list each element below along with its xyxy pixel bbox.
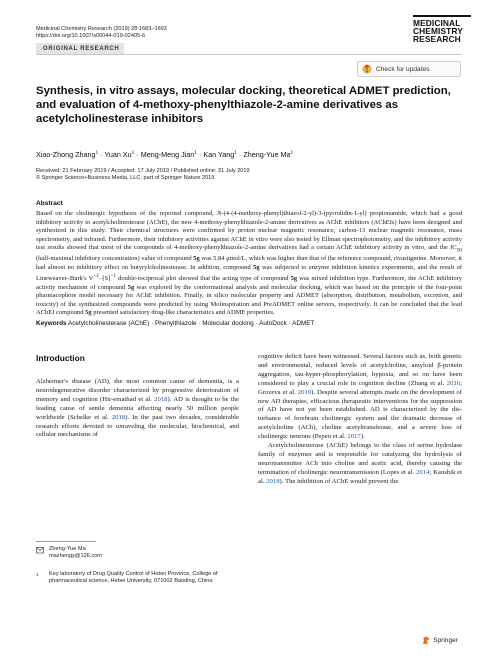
journal-logo <box>413 15 473 44</box>
author-separator: · <box>196 150 204 159</box>
publisher-mark <box>422 636 458 645</box>
body-text: ; Kaushik et al. <box>258 468 462 485</box>
copyright-line: © Springer Science+Business Media, LLC, part of Springer Nature 2019 <box>36 175 215 182</box>
affiliation-note <box>36 571 236 586</box>
intro-paragraph <box>258 353 462 442</box>
body-text: ; Grozeva et al. <box>258 379 462 396</box>
citation-link[interactable]: 2016 <box>446 379 461 387</box>
logo-rule-top <box>413 15 471 17</box>
abstract-superscript: −1 <box>110 273 117 280</box>
journal-header <box>36 26 167 41</box>
compound-label: 5g <box>127 283 135 291</box>
abstract-subscript: 50 <box>456 247 462 254</box>
check-for-updates-button[interactable] <box>357 61 461 77</box>
abstract-heading: Abstract <box>36 200 63 207</box>
springer-horse-icon <box>422 636 430 645</box>
abstract-text: -(4-(4-methoxy-phenyl)thiazol-2-yl)-3-(pyrrolidin-1-yl) propionamide, which had a good inhibitory activity to acetylcholinesterase (AChE), the new 4-methoxy-phenylthiazole-2-amine derivatives as AChE inhibitors (AChEIs) have been designed and synthesized in this study. Their chemical structures were confirmed by proton nuclear magnetic resonance, carbon-13 nuclear magnetic resonance, mass spectrometry, and infrared. Furthermore, their inhibitory activities against AChE in vitro were also tested by Ellman spectrophotometry, and the inhibitory activity test results showed that most of the compounds of 4-methoxy-phenylthiazole-2-amine derivatives had a certain AChE inhibitory activity in vitro, and the IC <box>36 210 463 252</box>
abstract-text: Based on the cholinergic hypothesis of the reported compound, <box>36 210 218 217</box>
citation-link[interactable]: 2018 <box>111 413 126 421</box>
section-tag-bar <box>36 43 462 55</box>
author-name[interactable]: Yuan Xu <box>104 150 132 159</box>
logo-word-3: RESEARCH <box>413 34 461 45</box>
body-text: ). In the past two decades, considerable research efforts devoted to unraveling the molecular, biochemical, and cellular mechanisms of <box>36 413 239 439</box>
compound-label: 5g <box>253 263 260 271</box>
body-text: ). The inhibition of AChE would prevent the <box>279 477 399 485</box>
author-affiliation-mark: 1 <box>194 150 197 156</box>
author-name[interactable]: Kan Yang <box>203 150 235 159</box>
corresponding-name: Zheng-Yue Ma <box>49 546 86 552</box>
abstract-text: double-reciprocal plot showed that the acting type of compound <box>116 275 291 283</box>
article-title: Synthesis, in vitro assays, molecular docking, theoretical ADMET prediction, and evaluation of 4-methoxy-phenylthiazole-2-amine derivatives as acetylcholinesterase inhibitors <box>36 85 451 125</box>
footnote-rule <box>36 541 96 542</box>
journal-doi[interactable]: https://doi.org/10.1007/s00044-019-02405-6 <box>36 33 146 40</box>
affiliation-number: 1 <box>36 572 39 577</box>
citation-link[interactable]: 2017 <box>347 433 361 441</box>
check-updates-label: Check for updates <box>376 65 430 73</box>
logo-word-1: MEDICINAL <box>413 18 461 28</box>
author-affiliation-mark: 1 <box>290 150 294 156</box>
author-affiliation-mark: 1 <box>131 150 135 156</box>
author-name[interactable]: Xiao-Zhong Zhang <box>36 150 96 159</box>
logo-word-2: CHEMISTRY <box>413 26 463 37</box>
abstract-text: (half-maximal inhibitory concentration) value of compound <box>36 255 194 263</box>
author-name[interactable]: Meng-Meng Jian <box>140 150 195 159</box>
intro-paragraph <box>258 442 462 487</box>
abstract-superscript: −1 <box>93 273 100 280</box>
publisher-name: Springer <box>433 637 458 644</box>
abstract-text: was subjected to enzyme inhibition kinetics experiments, and the result of Lineweaver–Burk's V <box>36 263 462 283</box>
abstract-text: was mixed inhibition type. Furthermore, the AChE inhibitory activity mechanism of compound <box>36 275 462 291</box>
abstract-text: was 5.84 μmol/L, which was higher than that of the reference compound, rivastigmine. Moreover, it had almost no inhibitory effect on butyrylcholinesterase. In addition, compound <box>36 255 462 271</box>
citation-link[interactable]: 2019 <box>297 388 312 396</box>
abstract-text: presented satisfactory drug-like characteristics and ADME properties. <box>91 309 275 317</box>
compound-label: 5g <box>290 275 298 283</box>
date-line: Received: 21 February 2019 / Accepted: 17 July 2019 / Published online: 31 July 2019 <box>36 168 250 174</box>
abstract-body <box>36 210 462 318</box>
author-separator: · <box>134 150 141 159</box>
abstract-text-italic: N <box>217 210 222 217</box>
body-text: ). Despite several attempts made on the development of new AD therapies, efficacious therapeutic interventions for the suppression of AD have not yet been established. AD is characterized by the dis-turbance of forebrain cholinergic system and the dramatic decrease of acetylcholine (ACh), choline acetyltransferase, and a severe loss of cholinergic neurons (Pepeu et al. <box>258 388 462 441</box>
citation-link[interactable]: 2018 <box>154 395 168 403</box>
author-affiliation-mark: 1 <box>234 150 237 156</box>
envelope-icon <box>36 547 44 554</box>
author-separator: · <box>236 150 244 159</box>
corresponding-email[interactable]: mazhengy@126.com <box>49 553 102 560</box>
body-text: Alzheimer's disease (AD), the most common cause of dementia, is a neurodegenerative disorder characterized by progressive deterioration of memory and cognition (Hir-emathad et al. <box>36 378 239 403</box>
intro-left-column <box>36 378 239 440</box>
intro-right-column <box>258 353 462 487</box>
affiliation-text: Key laboratory of Drug Quality Control of Hebei Province, College of pharmaceutical science, Hebei University, 071002 Baoding, China <box>49 571 218 585</box>
author-separator: · <box>98 150 105 159</box>
citation-link[interactable]: 2014 <box>416 468 430 476</box>
body-text: cognitive deficit have been witnessed. Several factors such as, both genetic and environmental, reduced levels of acetylcholine, amyloid β-protein aggregation, tau-hyper-phosphorylation, hypoxia, and so on have been considered to play a crucial role in cognition decline (Zhang et al. <box>258 353 462 387</box>
author-name[interactable]: Zheng-Yue Ma <box>243 150 291 159</box>
check-updates-icon <box>362 64 372 74</box>
abstract-text: was explored by the conformational analysis and molecular docking, which was based on the principle of the four-point pharmacophore model necessary for AChE inhibition. Finally, in silico molecular property and ADMET (absorption, distribution, metabolism, excretion, and toxicity) of the synthesized compounds were predicted by using Molinspiration and PreADMET online servers, respectively. It can be concluded that the lead AChEI compound <box>36 283 463 317</box>
body-text: ). AD is thought to be the leading cause of senile dementia affecting nearly 50 million people worldwide (Schelke et al. <box>36 395 239 421</box>
body-text: Acetylcholinesterase (AChE) belongs to the class of serine hydrolase family of enzymes and is responsible for catalyzing the hydrolysis of neurotransmitter ACh into choline and acetic acid, thereby causing the termination of cholinergic neurotransmission (Lopes et al. <box>258 442 462 476</box>
section-rule <box>36 54 462 55</box>
keywords-text: Acetylcholinesterase (AChE) · Phenylthiazole · Molecular docking · AutoDock · ADMET <box>66 320 315 327</box>
keywords-line <box>36 320 314 327</box>
publication-dates <box>36 168 250 183</box>
journal-citation: Medicinal Chemistry Research (2019) 28:1683–1693 <box>36 26 167 32</box>
introduction-heading: Introduction <box>36 353 85 363</box>
abstract-text: –[S] <box>99 275 111 283</box>
citation-link[interactable]: 2018 <box>266 477 280 485</box>
corresponding-author <box>36 546 102 561</box>
section-tag: ORIGINAL RESEARCH <box>36 43 124 55</box>
compound-label: 5g <box>85 309 92 317</box>
body-text: ). <box>360 433 365 441</box>
compound-label: 5g <box>193 255 200 263</box>
keywords-label: Keywords <box>36 320 67 327</box>
author-list <box>36 150 293 159</box>
author-affiliation-mark: 1 <box>95 150 99 156</box>
